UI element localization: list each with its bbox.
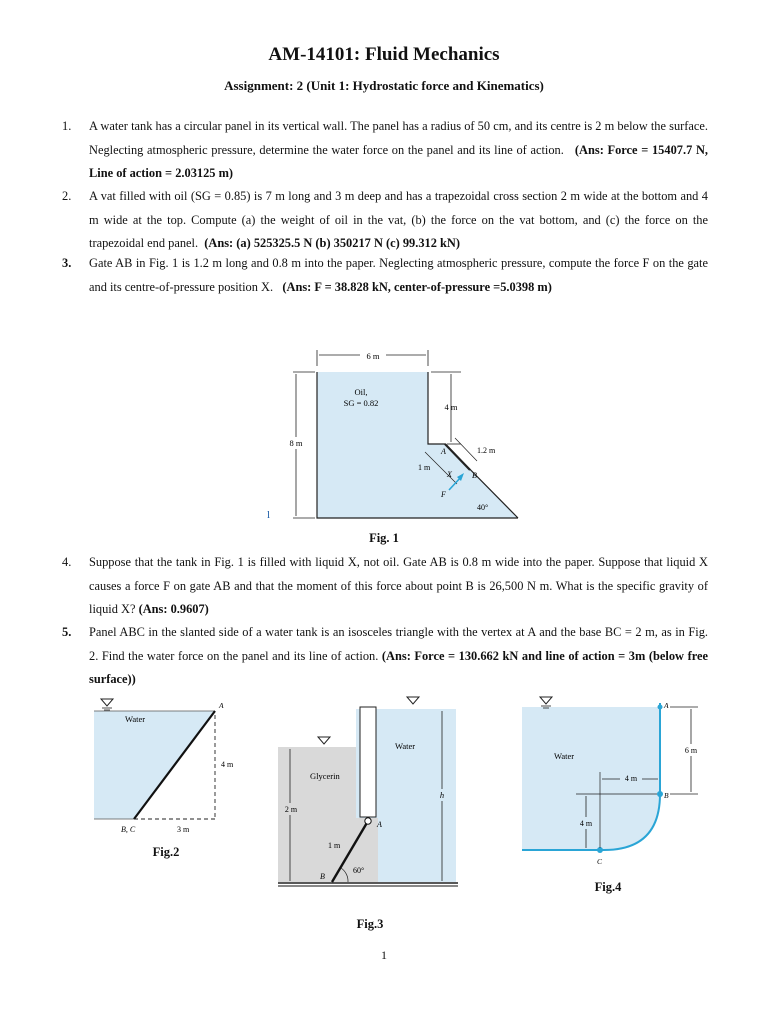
fig2-width-label: 3 m bbox=[177, 825, 190, 834]
question-answer: (Ans: F = 38.828 kN, center-of-pressure =5.0398 m) bbox=[282, 279, 552, 294]
fig2-height-label: 4 m bbox=[221, 760, 234, 769]
fig4-point-b: B bbox=[664, 791, 669, 800]
fig1-point-a: A bbox=[441, 447, 446, 456]
fig1-force-label: F bbox=[441, 490, 446, 499]
question-answer: (Ans: Force = 130.662 kN and line of action = 3m (below free surface)) bbox=[89, 648, 708, 686]
fig1-offset-label: 1 m bbox=[418, 463, 431, 472]
figure-2 bbox=[88, 693, 248, 843]
figure-1 bbox=[255, 340, 535, 530]
fig1-sg-label: SG = 0.82 bbox=[343, 398, 379, 408]
fig3-point-a: A bbox=[377, 820, 382, 829]
fig1-gate-length-label: 1.2 m bbox=[477, 446, 496, 455]
fig4-fluid-label: Water bbox=[554, 751, 575, 761]
oil-region bbox=[317, 372, 518, 518]
question-1 bbox=[62, 115, 708, 186]
fig1-x-label: X bbox=[447, 470, 452, 479]
question-2 bbox=[62, 185, 708, 256]
question-text: Suppose that the tank in Fig. 1 is filled with liquid X, not oil. Gate AB is 0.8 m wide into the paper. Suppose that liquid X causes a force F on gate AB and that the moment of this force about point B is 26,500 N m. What is the specific gravity of liquid X? bbox=[89, 555, 708, 616]
fig4-point-a: A bbox=[664, 701, 669, 710]
question-4 bbox=[62, 551, 708, 622]
fig4-point-c: C bbox=[597, 857, 603, 866]
fig2-point-a: A bbox=[219, 701, 224, 710]
document-title: AM-14101: Fluid Mechanics bbox=[268, 44, 500, 65]
page-number: 1 bbox=[381, 948, 387, 962]
question-text: Gate AB in Fig. 1 is 1.2 m long and 0.8 m into the paper. Neglecting atmospheric pressure, compute the force F on the gate and its centre-of-pressure position X. bbox=[89, 256, 708, 294]
question-answer: (Ans: Force = 15407.7 N, Line of action = 2.03125 m) bbox=[89, 142, 708, 180]
fig4-horiz-label: 4 m bbox=[624, 774, 638, 783]
assignment-subtitle: Assignment: 2 (Unit 1: Hydrostatic force and Kinematics) bbox=[224, 78, 544, 93]
fig3-depth-label: 2 m bbox=[284, 805, 298, 814]
question-text: A vat filled with oil (SG = 0.85) is 7 m long and 3 m deep and has a trapezoidal cross section 2 m wide at the bottom and 4 m wide at the top. Compute (a) the weight of oil in the vat, (b) the force on the vat bottom, and (c) the force on the trapezoidal end panel. bbox=[89, 189, 708, 250]
question-number: 5. bbox=[62, 625, 72, 639]
fig4-height-label: 6 m bbox=[684, 746, 698, 755]
water-region bbox=[94, 711, 215, 819]
fig1-angle-label: 40° bbox=[477, 503, 489, 512]
free-surface-icon bbox=[540, 697, 552, 704]
fig2-fluid-label: Water bbox=[125, 714, 146, 724]
fig1-depth-label: 4 m bbox=[444, 402, 458, 412]
fig3-glycerin-label: Glycerin bbox=[310, 771, 340, 781]
question-3 bbox=[62, 252, 708, 299]
question-number: 4. bbox=[62, 555, 72, 569]
question-text: Panel ABC in the slanted side of a water tank is an isosceles triangle with the vertex at A and the base BC = 2 m, as in Fig. 2. Find the water force on the panel and its line of action. bbox=[89, 625, 708, 663]
fig1-stray-mark: l bbox=[267, 509, 271, 521]
question-number: 3. bbox=[62, 256, 72, 270]
fig1-point-b: B bbox=[472, 471, 477, 480]
question-5 bbox=[62, 621, 708, 692]
fig2-point-bc: B, C bbox=[121, 825, 136, 834]
figure-3 bbox=[270, 693, 470, 895]
fig3-point-b: B bbox=[320, 872, 325, 881]
fig3-gate-label: 1 m bbox=[328, 841, 341, 850]
fig1-width-label: 6 m bbox=[366, 351, 380, 361]
figure-2-caption: Fig.2 bbox=[152, 845, 180, 859]
fig3-angle-label: 60° bbox=[353, 866, 365, 875]
wall bbox=[360, 707, 376, 817]
question-answer: (Ans: (a) 525325.5 N (b) 350217 N (c) 99.312 kN) bbox=[204, 236, 460, 250]
figure-1-caption: Fig. 1 bbox=[369, 531, 399, 545]
fig4-vert-label: 4 m bbox=[579, 819, 593, 828]
fig1-fluid-label: Oil, bbox=[354, 387, 368, 397]
question-answer: (Ans: 0.9607) bbox=[138, 602, 209, 616]
fig1-height-label: 8 m bbox=[289, 438, 303, 448]
free-surface-icon bbox=[101, 699, 113, 706]
question-number: 1. bbox=[62, 119, 72, 133]
hinge-icon bbox=[365, 818, 371, 824]
figure-4-caption: Fig.4 bbox=[594, 880, 622, 894]
question-number: 2. bbox=[62, 189, 72, 203]
figure-4 bbox=[520, 693, 710, 873]
question-text: A water tank has a circular panel in its vertical wall. The panel has a radius of 50 cm, and its centre is 2 m below the surface. Neglecting atmospheric pressure, determine the water force on the panel and its line of action. bbox=[89, 119, 708, 157]
fig3-h-label: h bbox=[439, 790, 445, 800]
figure-3-caption: Fig.3 bbox=[356, 917, 384, 931]
fig3-water-label: Water bbox=[395, 741, 416, 751]
